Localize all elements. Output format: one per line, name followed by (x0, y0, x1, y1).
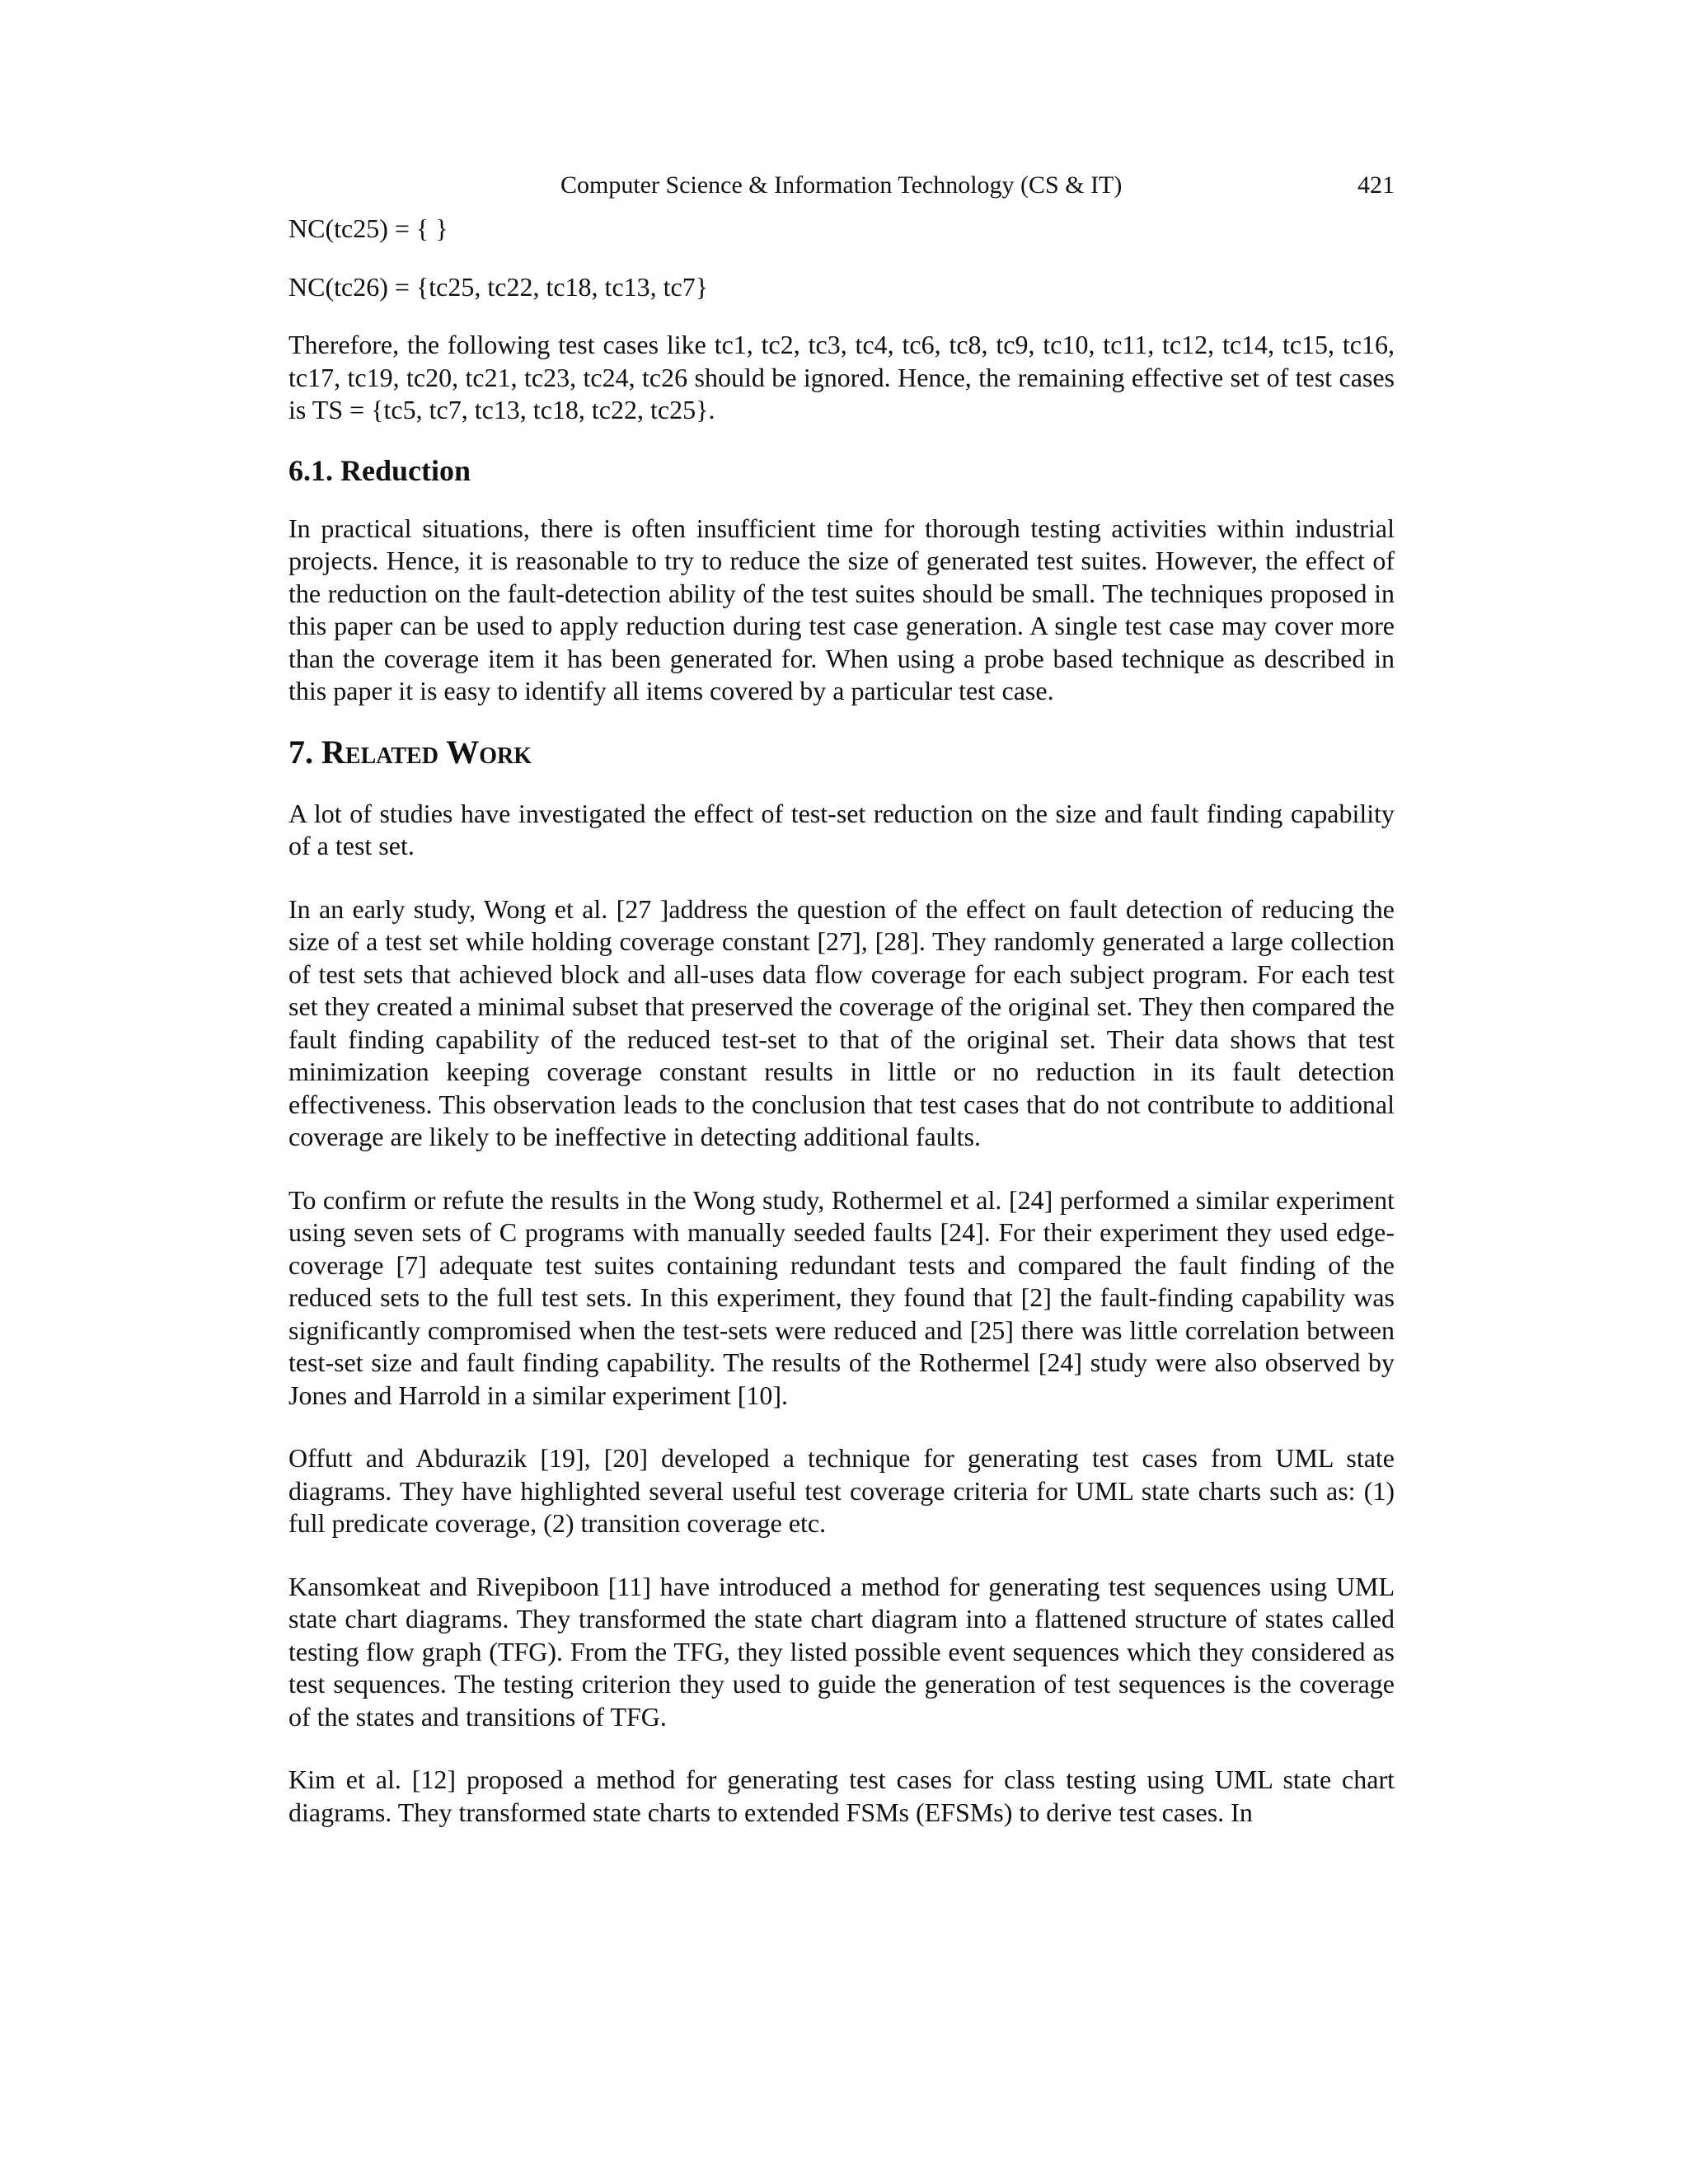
journal-title: Computer Science & Information Technology (CS & IT) (560, 171, 1123, 199)
subsection-heading: 6.1. Reduction (288, 453, 471, 487)
related-work-paragraph: Kansomkeat and Rivepiboon [11] have introduced a method for generating test sequences using UML state chart diagrams. They transformed the state chart diagram into a flattened structure of states called testing flow graph (TFG). From the TFG, they listed possible event sequences which they considered as test sequences. The testing criterion they used to guide the generation of test sequences is the coverage of the states and transitions of TFG. (288, 1571, 1395, 1732)
related-work-paragraph: Offutt and Abdurazik [19], [20] developed a technique for generating test cases from UML state diagrams. They have highlighted several useful test coverage criteria for UML state charts such as: (1) full predicate coverage, (2) transition coverage etc. (288, 1443, 1395, 1538)
intro-paragraph: Therefore, the following test cases like tc1, tc2, tc3, tc4, tc6, tc8, tc9, tc10, tc11, tc12, tc14, tc15, tc16, tc17, tc19, tc20, tc21, tc23, tc24, tc26 should be ignored. Hence, the remaining effective set of test cases is TS = {tc5, tc7, tc13, tc18, tc22, tc25}. (288, 330, 1395, 424)
related-work-paragraph: A lot of studies have investigated the effect of test-set reduction on the size and fault finding capability of a test set. (288, 798, 1395, 860)
related-work-paragraph: Kim et al. [12] proposed a method for generating test cases for class testing using UML state chart diagrams. They transformed state charts to extended FSMs (EFSMs) to derive test cases. In (288, 1765, 1395, 1827)
running-header (288, 169, 1395, 202)
formula-nc-tc25: NC(tc25) = { } (288, 213, 448, 243)
page-number: 421 (1357, 171, 1395, 199)
section-heading: 7. Related Work (288, 733, 532, 771)
related-work-paragraph: To confirm or refute the results in the Wong study, Rothermel et al. [24] performed a similar experiment using seven sets of C programs with manually seeded faults [24]. For their experiment they used edge-coverage [7] adequate test suites containing redundant tests and compared the fault finding of the reduced sets to the full test sets. In this experiment, they found that [2] the fault-finding capability was significantly compromised when the test-sets were reduced and [25] there was little correlation between test-set size and fault finding capability. The results of the Rothermel [24] study were also observed by Jones and Harrold in a similar experiment [10]. (288, 1184, 1395, 1410)
reduction-paragraph: In practical situations, there is often insufficient time for thorough testing activities within industrial projects. Hence, it is reasonable to try to reduce the size of generated test suites. However, the effect of the reduction on the fault-detection ability of the test suites should be small. The techniques proposed in this paper can be used to apply reduction during test case generation. A single test case may cover more than the coverage item it has been generated for. When using a probe based technique as described in this paper it is easy to identify all items covered by a particular test case. (288, 513, 1395, 705)
paper-page (288, 169, 1395, 1829)
formula-nc-tc26: NC(tc26) = {tc25, tc22, tc18, tc13, tc7} (288, 271, 709, 302)
related-work-paragraph: In an early study, Wong et al. [27 ]address the question of the effect on fault detection of reducing the size of a test set while holding coverage constant [27], [28]. They randomly generated a large collection of test sets that achieved block and all-uses data flow coverage for each subject program. For each test set they created a minimal subset that preserved the coverage of the original set. They then compared the fault finding capability of the reduced test-set to that of the original set. Their data shows that test minimization keeping coverage constant results in little or no reduction in its fault detection effectiveness. This observation leads to the conclusion that test cases that do not contribute to additional coverage are likely to be ineffective in detecting additional faults. (288, 893, 1395, 1151)
